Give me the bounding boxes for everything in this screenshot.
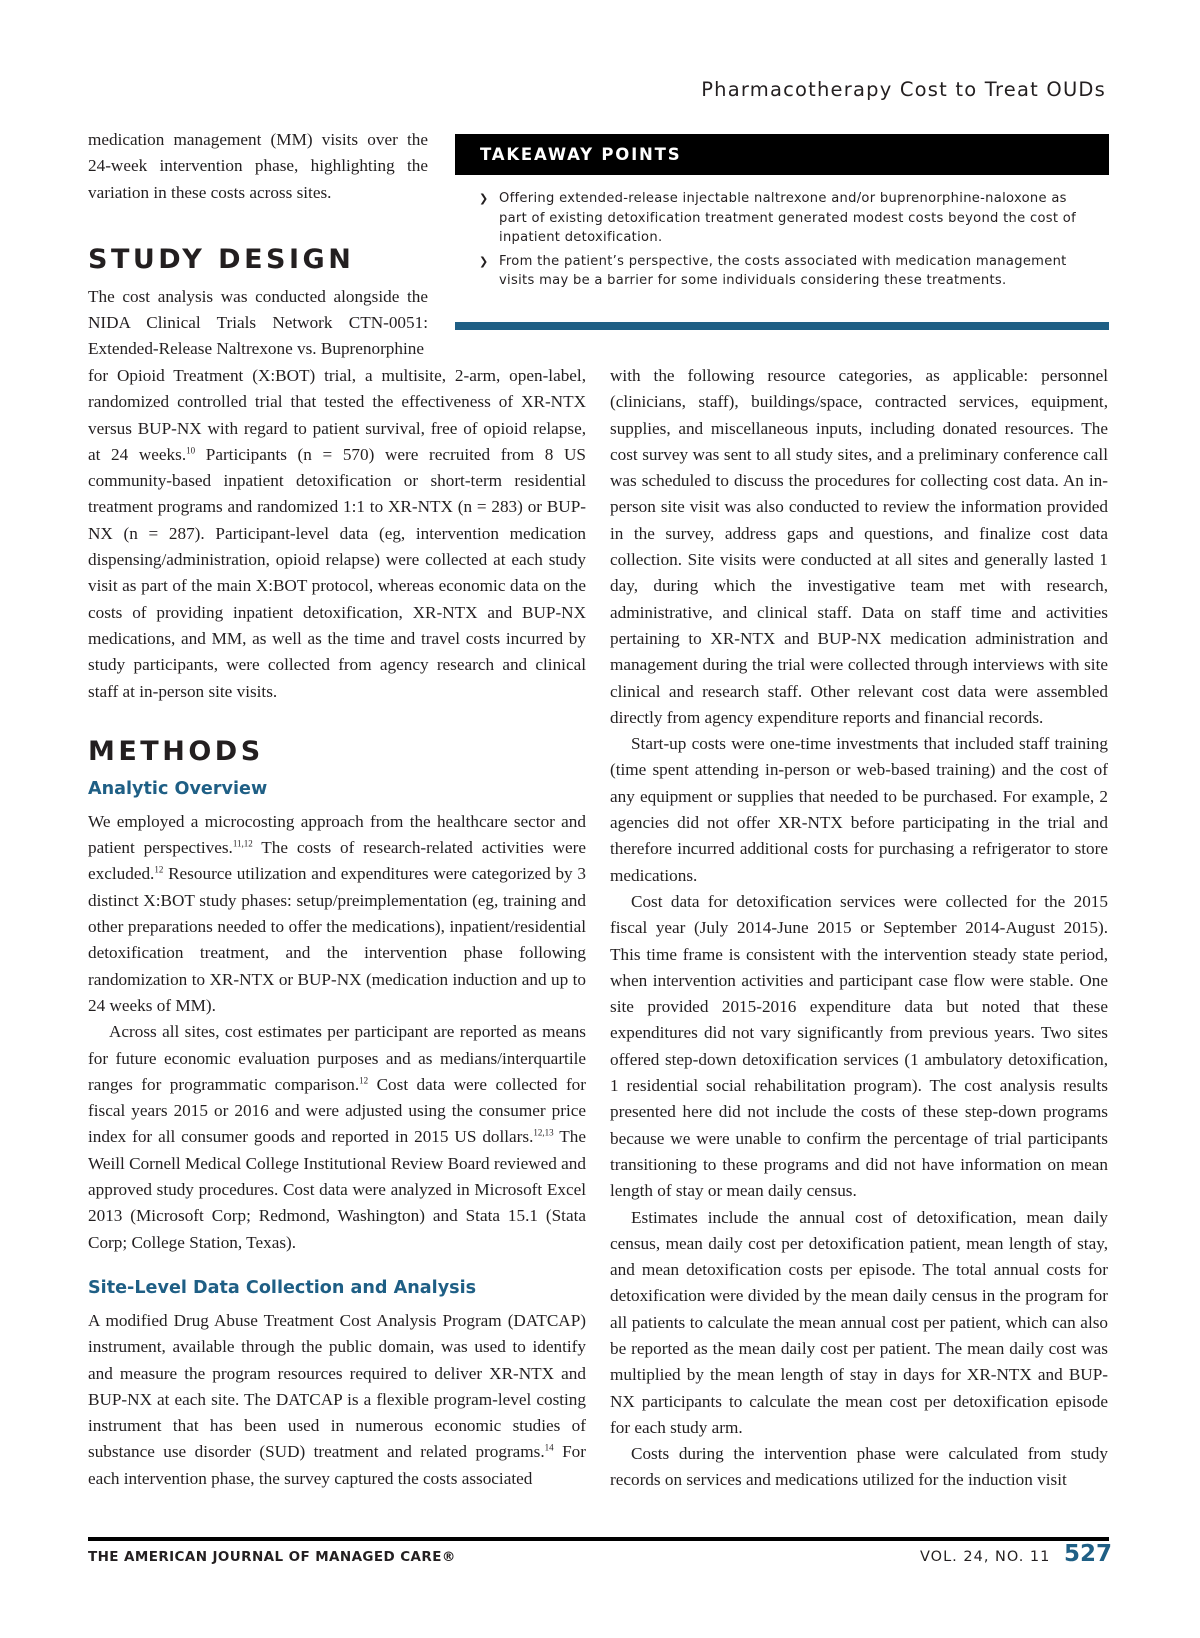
analytic-overview-paragraph: Across all sites, cost estimates per participant are reported as means for future economic evaluation purposes and as medians/interquartile ranges for programmatic comparison.$^{12}$ Cost data were collected for fiscal years 2015 or 2016 and were adjusted using the consumer price index for all consumer goods and reported in 2015 US dollars.$^{12,13}$ The Weill Cornell Medical College Institutional Review Board reviewed and approved study procedures. Cost data were analyzed in Microsoft Excel 2013 (Microsoft Corp; Redmond, Washington) and Stata 15.1 (Stata Corp; College Station, Texas). [88,1022,586,1252]
reference-marker: 14 [544,1442,554,1453]
body-paragraph: Estimates include the annual cost of detoxification, mean daily census, mean daily cost per detoxification patient, mean length of stay, and mean detoxification costs per episode. The total annual costs for detoxification were divided by the mean daily census in the program for all patients to calculate the mean annual cost per patient, which can also be reported as the mean daily cost per patient. The mean daily cost was multiplied by the mean length of stay in days for XR-NTX and BUP-NX participants to calculate the mean cost per detoxification episode for each study arm. [610,1207,1108,1437]
reference-marker: 10 [186,445,196,456]
study-design-paragraph: for Opioid Treatment (X:BOT) trial, a multisite, 2-arm, open-label, randomized controlled trial that tested the effectiveness of XR-NTX versus BUP-NX with regard to patient survival, free of opioid relapse, at 24 weeks.$^{10}$ Participants (n = 570) were recruited from 8 US community-based inpatient detoxification or short-term residential treatment programs and randomized 1:1 to XR-NTX (n = 283) or BUP-NX (n = 287). Participant-level data (eg, intervention medication dispensing/administration, opioid relapse) were collected at each study visit as part of the main X:BOT protocol, whereas economic data on the costs of providing inpatient detoxification, XR-NTX and BUP-NX medications, and MM, as well as the time and travel costs incurred by study participants, were collected from agency research and clinical staff at in-person site visits. [88,366,586,701]
intro-paragraph: medication management (MM) visits over the 24-week intervention phase, highlighting the variation in these costs across sites. [88,130,428,202]
takeaway-point [479,252,1089,291]
takeaway-point [479,189,1089,248]
study-design-intro-paragraph: The cost analysis was conducted alongside the NIDA Clinical Trials Network CTN-0051: Extended-Release Naltrexone vs. Buprenorphine [88,286,428,359]
takeaway-box [455,134,1109,330]
reference-marker: 12,13 [533,1127,554,1138]
footer-volume: VOL. 24, NO. 11 [920,1549,1051,1565]
body-paragraph: Start-up costs were one-time investments that included staff training (time spent attending in-person or web-based training) and the cost of any equipment or supplies that needed to be purchased. For example, 2 agencies did not offer XR-NTX before participating in the trial and therefore incurred additional costs for purchasing a refrigerator to store medications. [610,734,1108,885]
takeaway-list [479,189,1089,291]
analytic-overview-paragraph: We employed a microcosting approach from the healthcare sector and patient perspectives.$^{11,12}$ The costs of research-related activities were excluded.$^{12}$ Resource utilization and expenditures were categorized by 3 distinct X:BOT study phases: setup/preimplementation (eg, training and other preparations needed to offer the medications), inpatient/residential detoxification treatment, and the intervention phase following randomization to XR-NTX or BUP-NX (medication induction and up to 24 weeks of MM). [88,811,586,1015]
reference-marker: 12 [154,864,164,875]
subheading-site-level: Site-Level Data Collection and Analysis [88,1277,477,1298]
body-paragraph: Cost data for detoxification services were collected for the 2015 fiscal year (July 2014-June 2015 or September 2014-August 2015). This time frame is consistent with the intervention steady state period, when intervention activities and participant case flow were stable. One site provided 2015-2016 expenditure data but noted that these expenditures did not vary significantly from previous years. Two sites offered step-down detoxification services (1 ambulatory detoxification, 1 residential social rehabilitation program). The cost analysis results presented here did not include the costs of these step-down programs because we were unable to confirm the percentage of trial participants transitioning to these programs and did not have information on mean length of stay or mean daily census. [610,891,1108,1201]
intro-column [88,127,428,363]
takeaway-point-text: From the patient’s perspective, the costs associated with medication management visits may be a barrier for some individuals considering these treatments. [499,253,1067,288]
chevron-right-icon: ❯ [479,254,489,268]
takeaway-title: TAKEAWAY POINTS [455,134,1109,175]
left-column [88,363,586,1492]
right-column [610,363,1108,1494]
running-head: Pharmacotherapy Cost to Treat OUDs [701,78,1106,101]
takeaway-point-text: Offering extended-release injectable naltrexone and/or buprenorphine-naloxone as part of existing detoxification treatment generated modest costs beyond the cost of inpatient detoxification. [499,191,1077,245]
reference-marker: 12 [359,1075,369,1086]
section-heading-study-design: STUDY DESIGN [88,243,355,275]
footer-rule [88,1537,1109,1541]
body-paragraph: Costs during the intervention phase were calculated from study records on services and medications utilized for the induction visit [610,1444,1108,1490]
reference-marker: 11,12 [232,838,253,849]
chevron-right-icon: ❯ [479,192,489,205]
body-paragraph: with the following resource categories, as applicable: personnel (clinicians, staff), buildings/space, contracted services, equipment, supplies, and miscellaneous inputs, including donated resources. The cost survey was sent to all study sites, and a preliminary conference call was scheduled to discuss the procedures for collecting cost data. An in-person site visit was also conducted to review the information provided in the survey, address gaps and questions, and finalize cost data collection. Site visits were conducted at all sites and generally lasted 1 day, during which the investigative team met with research, administrative, and clinical staff. Data on staff time and activities pertaining to XR-NTX and BUP-NX medication administration and management during the trial were collected through interviews with site clinical and research staff. Other relevant cost data were assembled directly from agency expenditure reports and financial records. [610,366,1108,727]
footer-journal-title: THE AMERICAN JOURNAL OF MANAGED CARE® [88,1549,456,1565]
takeaway-bottom-rule [455,322,1109,330]
page-number: 527 [1064,1541,1113,1567]
site-level-paragraph: A modified Drug Abuse Treatment Cost Analysis Program (DATCAP) instrument, available through the public domain, was used to identify and measure the program resources required to deliver XR-NTX and BUP-NX at each site. The DATCAP is a flexible program-level costing instrument that has been used in numerous economic studies of substance use disorder (SUD) treatment and related programs.$^{14}$ For each intervention phase, the survey captured the costs associated [88,1310,586,1488]
subheading-analytic-overview: Analytic Overview [88,778,268,799]
section-heading-methods: METHODS [88,735,264,767]
